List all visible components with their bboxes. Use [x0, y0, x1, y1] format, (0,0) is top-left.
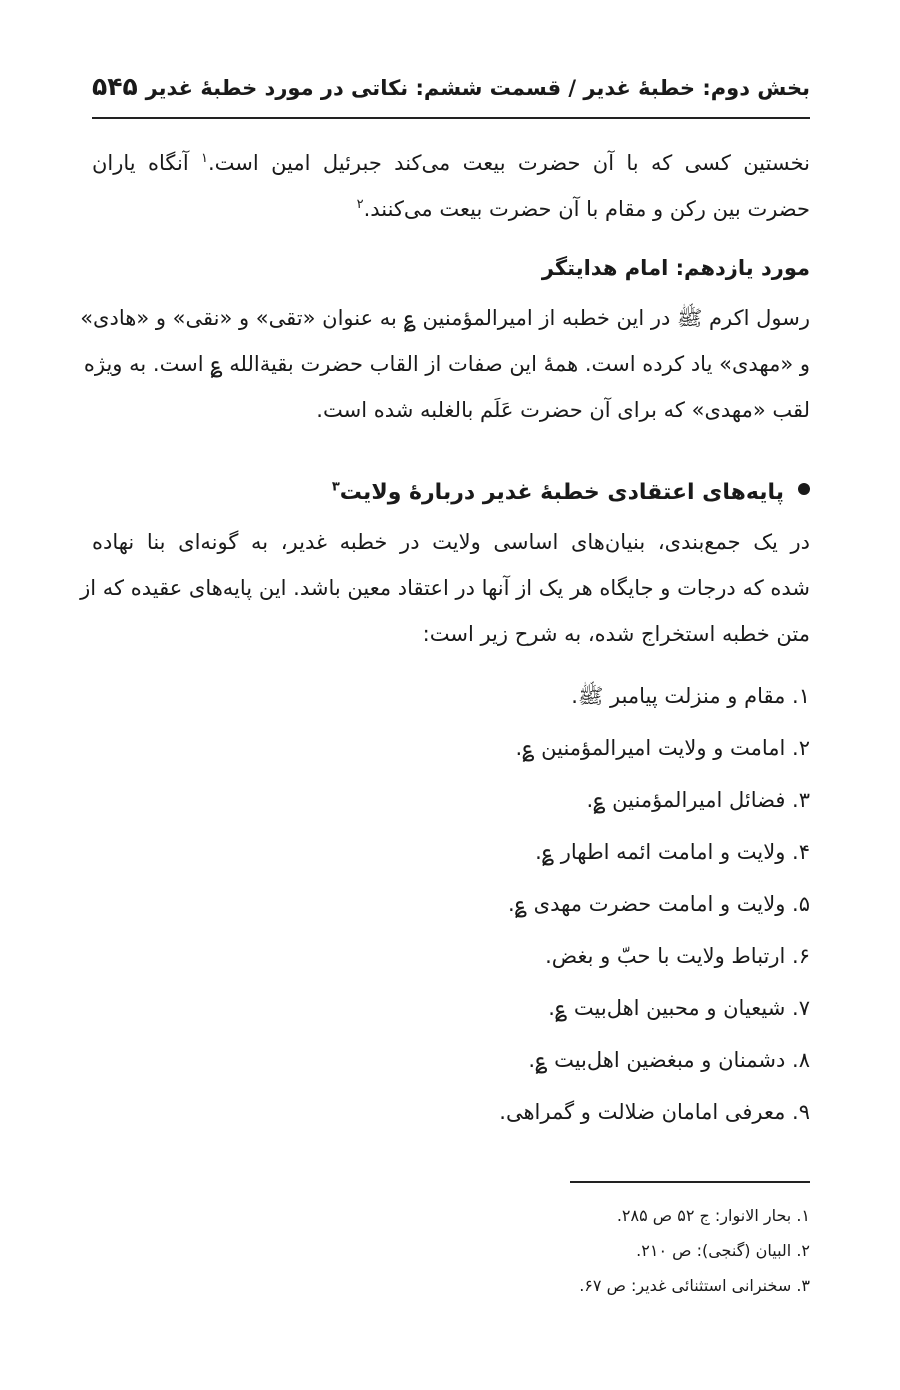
list-item: ۹. معرفی امامان ضلالت و گمراهی. [499, 1100, 810, 1124]
footnote-item: ۱. بحار الانوار: ج ۵۲ ص ۲۸۵. [616, 1206, 810, 1225]
case11-line: لقب «مهدی» که برای آن حضرت عَلَم بالغلبه شده است. [316, 398, 810, 422]
list-item: ۴. ولایت و امامت ائمه اطهار ؏. [535, 840, 810, 864]
header-divider [92, 117, 810, 119]
footnotes-list [92, 1198, 810, 1303]
running-header-title: بخش دوم: خطبۀ غدیر / قسمت ششم: نکاتی در مورد خطبۀ غدیر [145, 76, 810, 100]
list-item: ۸. دشمنان و مبغضین اهل‌بیت ؏. [528, 1048, 810, 1072]
intro-line2-text: حضرت بین رکن و مقام با آن حضرت بیعت می‌کنند. [363, 197, 810, 221]
section-heading-text: پایه‌های اعتقادی خطبۀ غدیر دربارۀ ولایت [339, 480, 784, 505]
list-item: ۵. ولایت و امامت حضرت مهدی ؏. [508, 892, 810, 916]
case11-line: رسول اکرم ﷺ در این خطبه از امیرالمؤمنین ؏ به عنوان «تقی» و «نقی» و «هادی» [80, 306, 810, 330]
footnote-ref-1[interactable]: ۱ [201, 151, 208, 166]
intro-line [92, 186, 810, 232]
intro-line [92, 140, 810, 186]
footnote-ref-2[interactable]: ۲ [356, 197, 364, 212]
footnote-ref-3[interactable]: ۳ [331, 479, 340, 495]
case11-line: و «مهدی» یاد کرده است. همۀ این صفات از القاب حضرت بقیةالله ؏ است. به ویژه [83, 352, 810, 376]
intro-paragraph [92, 140, 810, 232]
footnote-item: ۳. سخنرانی استثنائی غدیر: ص ۶۷. [579, 1276, 810, 1295]
list-item: ۱. مقام و منزلت پیامبر ﷺ. [571, 684, 810, 708]
footnote-divider [570, 1181, 810, 1183]
list-item: ۶. ارتباط ولایت با حبّ و بغض. [545, 944, 810, 968]
footnote-item: ۲. البیان (گنجی): ص ۲۱۰. [636, 1241, 810, 1260]
list-item: ۲. امامت و ولایت امیرالمؤمنین ؏. [515, 736, 810, 760]
intro-line1-text: نخستین کسی که با آن حضرت بیعت می‌کند جبرئیل امین است. [208, 151, 810, 175]
beliefs-list [92, 670, 810, 1138]
section-paragraph [80, 519, 810, 657]
list-item: ۳. فضائل امیرالمؤمنین ؏. [586, 788, 810, 812]
section-line: شده که درجات و جایگاه هر یک از آنها در اعتقاد معین باشد. این پایه‌های عقیده که از [80, 576, 810, 600]
book-page [80, 0, 810, 1390]
page-header [92, 72, 810, 112]
intro-line1-tail: آنگاه یاران [92, 151, 202, 175]
case11-heading: مورد یازدهم: امام هدایتگر [541, 256, 810, 280]
case11-paragraph [80, 295, 810, 433]
section-heading [332, 480, 810, 505]
page-number: ۵۴۵ [92, 72, 138, 101]
section-line: در یک جمع‌بندی، بنیان‌های اساسی ولایت در خطبه غدیر، به گونه‌ای بنا نهاده [92, 530, 810, 554]
list-item: ۷. شیعیان و محبین اهل‌بیت ؏. [548, 996, 810, 1020]
bullet-icon [798, 483, 810, 495]
section-line: متن خطبه استخراج شده، به شرح زیر است: [422, 622, 810, 646]
